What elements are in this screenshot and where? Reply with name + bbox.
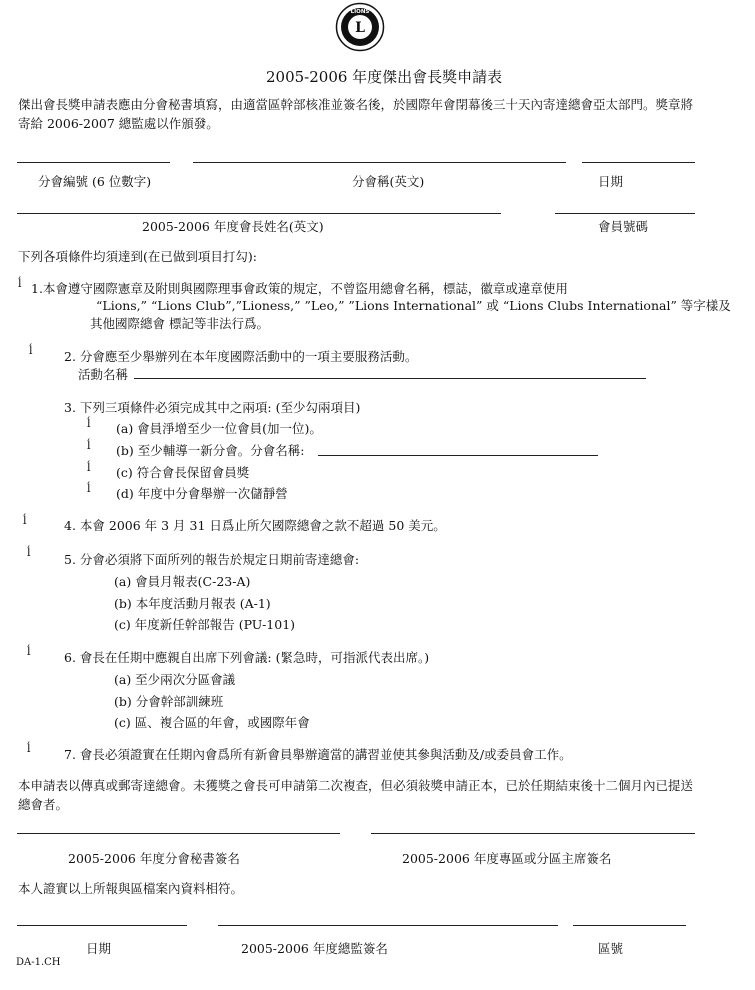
secretary-signature-field[interactable] (17, 833, 340, 834)
item-2-line-1: 2. 分會應至少舉辦列在本年度國際活動中的一項主要服務活動。 (64, 349, 418, 364)
governor-signature-label: 2005-2006 年度總監簽名 (241, 941, 388, 956)
item-6a: (a) 至少兩次分區會議 (114, 672, 236, 687)
governor-signature-field[interactable] (218, 925, 558, 926)
item-3b: (b) 至少輔導一新分會。分會名稱: (116, 443, 305, 458)
item-4: 4. 本會 2006 年 3 月 31 日爲止所欠國際總會之款不超過 50 美元。 (64, 518, 446, 533)
activity-name-label: 活動名稱 (78, 367, 129, 382)
district-number-label: 區號 (598, 941, 624, 956)
svg-text:L: L (355, 20, 365, 36)
form-title: 2005-2006 年度傑出會長獎申請表 (266, 68, 503, 86)
checkbox-item-5[interactable]: ĺ (27, 546, 31, 559)
president-name-label: 2005-2006 年度會長姓名(英文) (142, 219, 324, 234)
checkbox-item-3a[interactable]: ĺ (87, 417, 91, 430)
item-6-line-1: 6. 會長在任期中應親自出席下列會議: (緊急時，可指派代表出席。) (64, 650, 430, 665)
item-3a: (a) 會員淨增至少一位會員(加一位)。 (116, 421, 322, 436)
intro-line-2: 寄給 2006-2007 總監處以作頒發。 (18, 116, 219, 131)
item-5b: (b) 本年度活動月報表 (A-1) (114, 596, 271, 611)
checkbox-item-1[interactable]: ĺ (18, 277, 22, 290)
checkbox-item-6[interactable]: ĺ (27, 645, 31, 658)
checkbox-item-3c[interactable]: ĺ (87, 461, 91, 474)
checkbox-item-3d[interactable]: ĺ (87, 482, 91, 495)
club-number-field[interactable] (17, 162, 170, 163)
item-5c: (c) 年度新任幹部報告 (PU-101) (114, 617, 296, 632)
member-number-label: 會員號碼 (598, 219, 649, 234)
conditions-header: 下列各項條件均須達到(在已做到項目打勾): (18, 249, 257, 264)
item-6b: (b) 分會幹部訓練班 (114, 694, 224, 709)
certification-text: 本人證實以上所報與區檔案內資料相符。 (18, 881, 244, 896)
zone-chair-signature-label: 2005-2006 年度專區或分區主席簽名 (402, 851, 612, 866)
item-6c: (c) 區、複合區的年會，或國際年會 (114, 715, 310, 730)
checkbox-item-4[interactable]: ĺ (23, 514, 27, 527)
checkbox-item-2[interactable]: ĺ (29, 344, 33, 357)
item-3-line-1: 3. 下列三項條件必須完成其中之兩項: (至少勾兩項目) (64, 400, 361, 415)
form-code: DA-1.CH (16, 957, 61, 968)
closing-line-1: 本申請表以傳真或郵寄達總會。未獲獎之會長可申請第二次複查，但必須敍獎申請正本，已於任期結束後十二個月內已提送 (18, 778, 694, 793)
district-number-field[interactable] (573, 925, 686, 926)
date-signature-field[interactable] (17, 925, 187, 926)
club-name-field[interactable] (193, 162, 566, 163)
item-3c: (c) 符合會長保留會員獎 (116, 465, 250, 480)
item-7: 7. 會長必須證實在任期內會爲所有新會員舉辦適當的講習並使其參與活動及/或委員會工作。 (64, 747, 572, 762)
item-1-line-2: “Lions,” “Lions Club”,”Lioness,” ”Leo,” ”Lions International” 或 “Lions Clubs International” 等字樣及 (96, 298, 731, 313)
item-5a: (a) 會員月報表(C-23-A) (114, 574, 251, 589)
date-signature-label: 日期 (86, 941, 112, 956)
date-label: 日期 (598, 174, 624, 189)
checkbox-item-3b[interactable]: ĺ (87, 439, 91, 452)
zone-chair-signature-field[interactable] (371, 833, 695, 834)
item-3d: (d) 年度中分會舉辦一次儲靜營 (116, 486, 288, 501)
activity-name-field[interactable] (134, 378, 646, 379)
club-name-label: 分會稱(英文) (352, 174, 425, 189)
lions-logo (335, 2, 385, 52)
closing-line-2: 總會者。 (18, 797, 69, 812)
new-club-name-field[interactable] (318, 455, 598, 456)
item-5-line-1: 5. 分會必須將下面所列的報告於規定日期前寄達總會: (64, 552, 360, 567)
president-name-field[interactable] (17, 213, 501, 214)
item-1-line-1: 1.本會遵守國際憲章及附則與國際理事會政策的規定，不曾盜用總會名稱，標誌，徽章或違章使用 (31, 281, 568, 296)
date-field[interactable] (582, 162, 695, 163)
secretary-signature-label: 2005-2006 年度分會秘書簽名 (68, 851, 240, 866)
item-1-line-3: 其他國際總會 標記等非法行爲。 (90, 316, 269, 331)
intro-line-1: 傑出會長獎申請表應由分會秘書填寫，由適當區幹部核准並簽名後，於國際年會閉幕後三十天內寄達總會亞太部門。獎章將 (18, 97, 694, 112)
svg-text:LIONS: LIONS (350, 9, 370, 15)
member-number-field[interactable] (555, 213, 695, 214)
club-number-label: 分會編號 (6 位數字) (38, 174, 152, 189)
checkbox-item-7[interactable]: ĺ (27, 742, 31, 755)
